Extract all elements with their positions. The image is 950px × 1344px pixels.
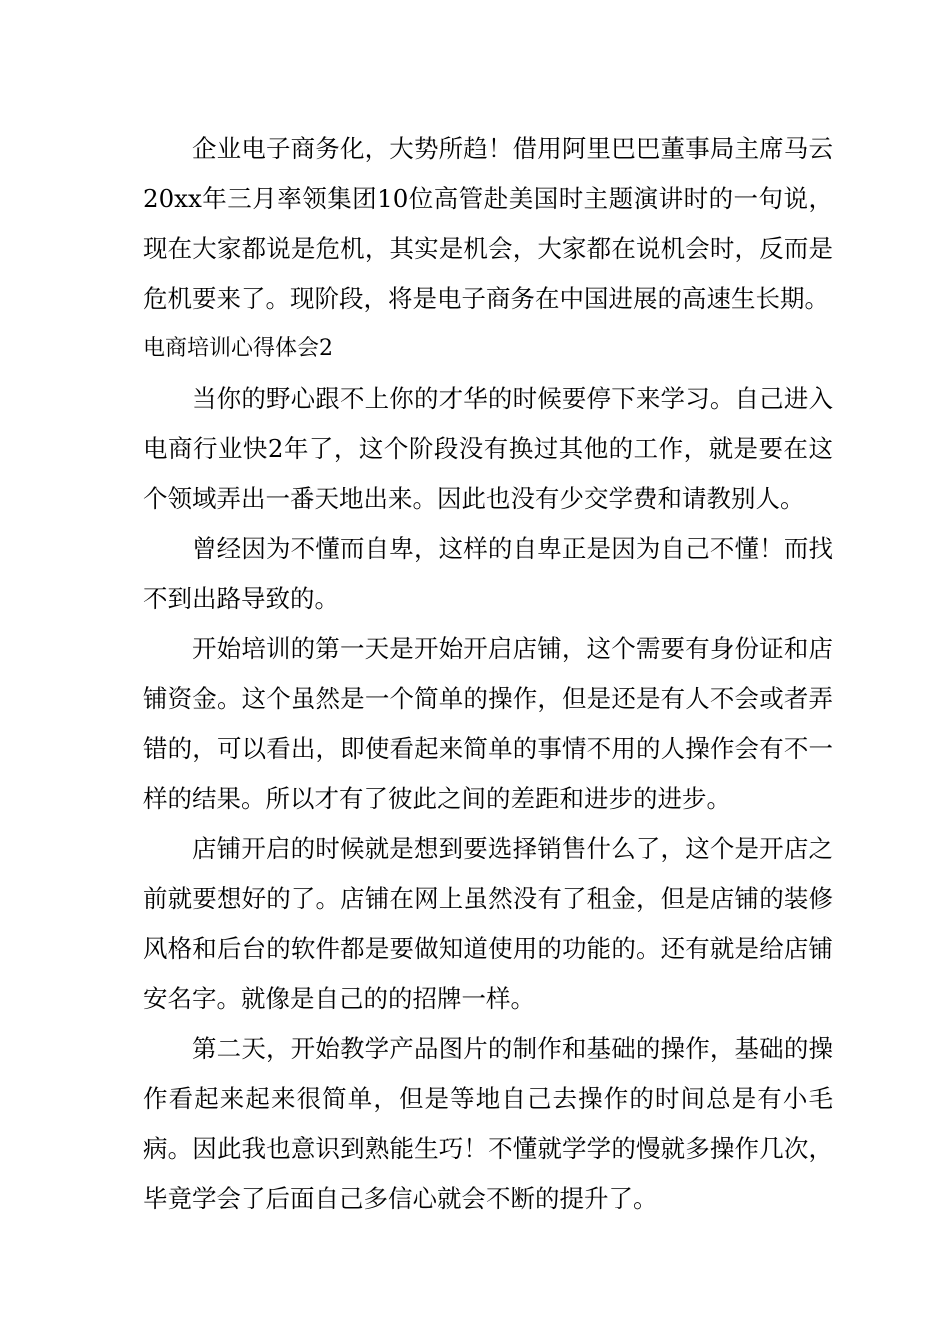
- paragraph-store-setup: 店铺开启的时候就是想到要选择销售什么了，这个是开店之前就要想好的了。店铺在网上虽然没有了租金，但是店铺的装修风格和后台的软件都是要做知道使用的功能的。还有就是给店铺安名字。就像是自己的的招牌一样。: [143, 834, 833, 1013]
- paragraph-inferiority: 曾经因为不懂而自卑，这样的自卑正是因为自己不懂！而找不到出路导致的。: [143, 534, 833, 613]
- paragraph-day-two: 第二天，开始教学产品图片的制作和基础的操作，基础的操作看起来起来很简单，但是等地自己去操作的时间总是有小毛病。因此我也意识到熟能生巧！不懂就学学的慢就多操作几次，毕竟学会了后面自己多信心就会不断的提升了。: [143, 1034, 833, 1213]
- paragraph-day-one: 开始培训的第一天是开始开启店铺，这个需要有身份证和店铺资金。这个虽然是一个简单的操作，但是还是有人不会或者弄错的，可以看出，即使看起来简单的事情不用的人操作会有不一样的结果。所以才有了彼此之间的差距和进步的进步。: [143, 634, 833, 813]
- paragraph-ambition: 当你的野心跟不上你的才华的时候要停下来学习。自己进入电商行业快2年了，这个阶段没有换过其他的工作，就是要在这个领域弄出一番天地出来。因此也没有少交学费和请教别人。: [143, 384, 833, 513]
- section-heading: 电商培训心得体会2: [143, 336, 333, 361]
- document-body: [143, 124, 833, 1224]
- paragraph-intro: 企业电子商务化，大势所趋！借用阿里巴巴董事局主席马云20xx年三月率领集团10位高管赴美国时主题演讲时的一句说，现在大家都说是危机，其实是机会，大家都在说机会时，反而是危机要来了。现阶段，将是电子商务在中国进展的高速生长期。: [143, 134, 833, 313]
